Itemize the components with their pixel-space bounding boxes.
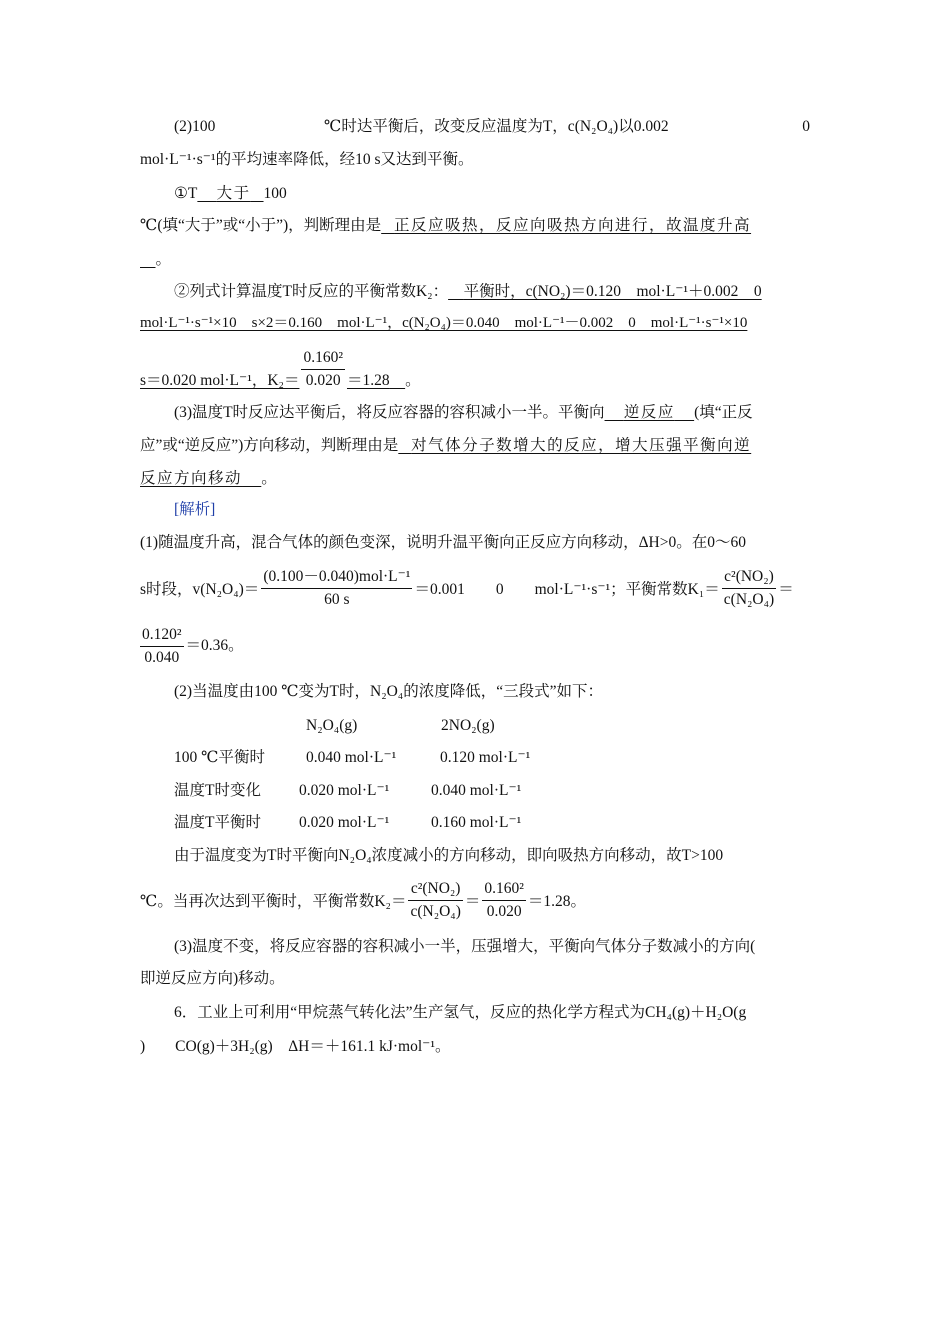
q3-text: 应”或“逆反应”)方向移动，判断理由是 [140,437,399,454]
table-cell: 0.020 mol·L⁻¹ [299,814,390,831]
fraction: $\frac{\text{c²(NO₂)}}{\text{c(N₂O₄)}}$ [410,880,461,920]
fraction: $\frac{\text{(0.100－0.040)mol·L⁻¹}}{60 s}$ [263,568,411,608]
q2-text: (2)100 [174,118,216,135]
analysis-1-line-1: (1)随温度升高，混合气体的颜色变深，说明升温平衡向正反应方向移动，ΔH>0。在0～60 [140,534,746,551]
q2-part2-line-1 [174,282,810,302]
answer-blank[interactable]: 对气体分子数增大的反应，增大压强平衡向逆 [411,436,752,454]
answer-blank[interactable]: 正反应吸热，反应向吸热方向进行，故温度升高 [394,216,752,234]
analysis-text: ℃。当再次达到平衡时，平衡常数K₂＝ [140,893,407,911]
q6-line-2 [140,1037,810,1057]
q3-text: (3)温度T时反应达平衡后，将反应容器的容积减小一半。平衡向 [174,404,605,421]
fraction: $\frac{\text{0.120²}}{0.040}$ [142,626,182,666]
analysis-label: [解析] [174,501,216,518]
analysis-3-line-1: (3)温度不变，将反应容器的容积减小一半，压强增大，平衡向气体分子数减小的方向( [174,938,756,955]
fraction: $\frac{\text{0.160²}}{0.020}$ [484,880,524,920]
table-cell: 0.020 mol·L⁻¹ [299,782,390,799]
table-cell: 0.120 mol·L⁻¹ [440,749,531,766]
analysis-2-line-2: 由于温度变为T时平衡向N₂O₄浓度减小的方向移动，即向吸热方向移动，故T>100 [174,847,724,864]
analysis-text: ＝1.28。 [527,893,587,911]
analysis-text: s时段，v(N₂O₄)＝ [140,581,260,599]
table-header: N₂O₄(g) [306,717,358,734]
punctuation: 。 [261,470,277,487]
analysis-text: ＝ [464,893,481,911]
q6-text: CO(g)＋3H₂(g) ΔH＝＋161.1 kJ·mol⁻¹。 [175,1038,451,1055]
q2-text: 0 [802,118,810,135]
table-row-label: 温度T时变化 [174,782,261,799]
table-cell: 0.040 mol·L⁻¹ [306,749,397,766]
fraction: $\frac{\text{0.160²}}{0.020}$ [303,349,343,389]
answer-blank[interactable]: s＝0.020 mol·L⁻¹，K₂＝ [140,372,300,390]
table-header: 2NO₂(g) [441,717,495,734]
q2-part1-line [174,183,810,203]
q6-line-1: 6．工业上可利用“甲烷蒸气转化法”生产氢气，反应的热化学方程式为CH₄(g)＋H₂O(g [174,1004,747,1021]
table-row-label: 温度T平衡时 [174,814,261,831]
analysis-text: ＝0.001 0 mol·L⁻¹·s⁻¹；平衡常数K₁＝ [414,581,720,599]
answer-blank[interactable]: 大于 [216,184,251,202]
answer-blank[interactable] [140,251,156,268]
q2-part1-reason-end [140,250,810,270]
q2-line-1 [174,117,810,137]
analysis-3-line-2: 即逆反应方向)移动。 [140,970,285,987]
answer-blank[interactable]: 反应方向移动 [140,469,243,487]
table-cell: 0.040 mol·L⁻¹ [431,782,522,799]
q6-text: ) [140,1038,146,1055]
punctuation: 。 [405,372,421,390]
table-cell: 0.160 mol·L⁻¹ [431,814,522,831]
punctuation: 。 [155,251,172,268]
q2-part1-reason-line [140,215,810,235]
analysis-text: ＝ [778,581,794,599]
q2-part1-text: 100 [263,185,287,202]
q2-part1-label: ①T [174,185,198,202]
fraction: $\frac{\text{c²(NO₂)}}{\text{c(N₂O₄)}}$ [723,568,775,608]
answer-blank[interactable]: ＝1.28 [346,372,390,390]
q2-part2-text: ②列式计算温度T时反应的平衡常数K₂： [174,283,449,300]
q3-text: (填“正反 [694,404,753,421]
analysis-2-line-3 [140,878,810,926]
answer-blank[interactable]: 逆反应 [623,403,675,421]
q2-text: ℃时达平衡后，改变反应温度为T，c(N₂O₄)以0.002 [324,118,669,135]
q2-part2-line-3 [140,350,810,390]
q3-line-3 [140,468,810,488]
table-row-label: 100 ℃平衡时 [174,749,265,766]
analysis-2-line-1: (2)当温度由100 ℃变为T时，N₂O₄的浓度降低，“三段式”如下： [174,683,603,700]
answer-blank[interactable]: 平衡时，c(NO₂)＝0.120 mol·L⁻¹＋0.002 0 [463,283,762,300]
q2-part2-line-2[interactable]: mol·L⁻¹·s⁻¹×10 s×2＝0.160 mol·L⁻¹，c(N₂O₄)＝0.040 mol·L⁻¹－0.002 0 mol·L⁻¹·s⁻¹×10 [140,315,748,331]
analysis-text: ＝0.36。 [185,637,244,655]
q2-line-2: mol·L⁻¹·s⁻¹的平均速率降低，经10 s又达到平衡。 [140,151,474,168]
q2-part1-text: ℃(填“大于”或“小于”)，判断理由是 [140,217,382,234]
q3-line-1 [174,402,810,422]
analysis-1-line-3 [140,624,810,672]
analysis-1-line-2 [140,566,810,616]
q3-line-2 [140,435,810,455]
